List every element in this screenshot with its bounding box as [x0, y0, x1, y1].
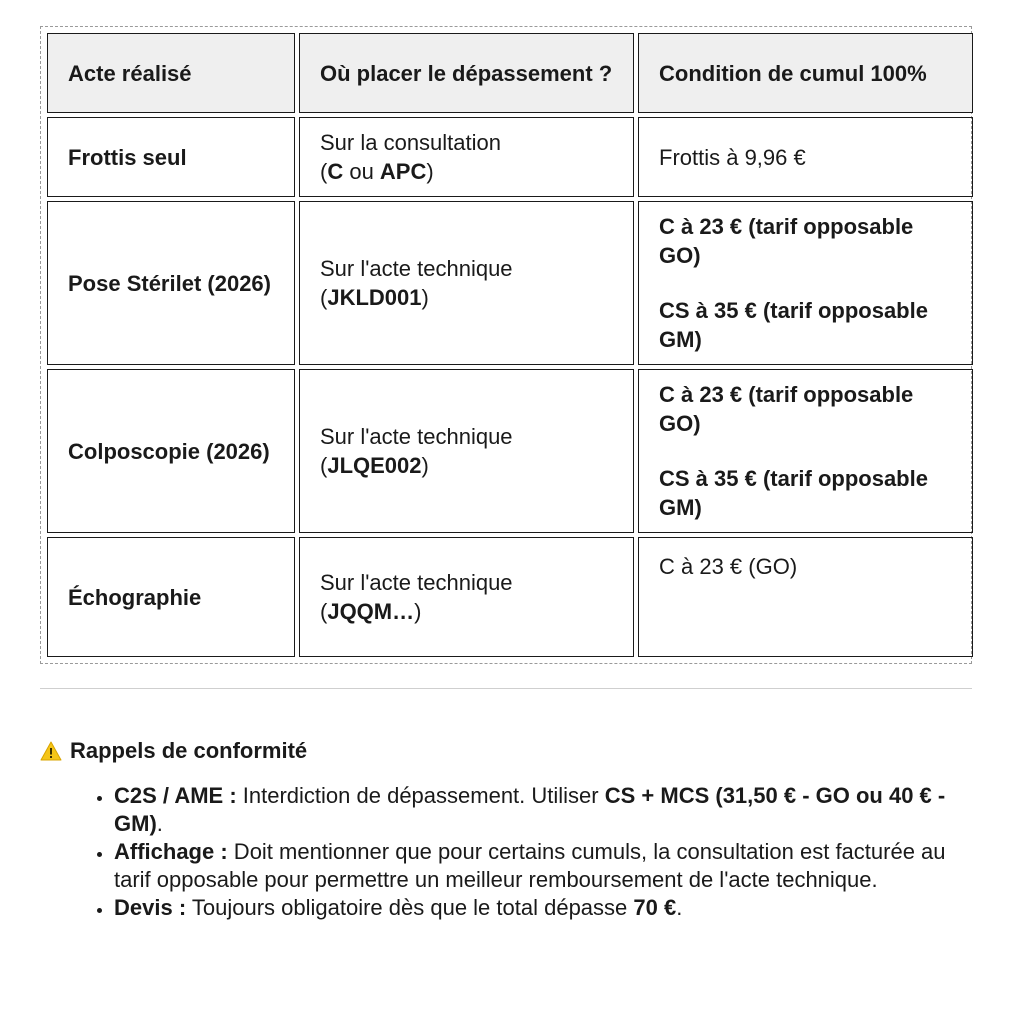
table-row — [47, 117, 973, 197]
ccam-code: JQQM… — [327, 599, 415, 624]
placement-text: Sur l'acte technique — [320, 570, 513, 595]
placement-text: Sur l'acte technique — [320, 256, 513, 281]
item-end: . — [676, 895, 683, 920]
cell-condition: C à 23 € (GO) — [638, 537, 973, 657]
item-end: . — [156, 811, 163, 836]
table-header-row — [47, 33, 973, 113]
cell-ou-placer: Sur la consultation (C ou APC) — [299, 117, 634, 197]
item-strong: CS + MCS (31,50 € - GO ou 40 € - GM) — [114, 783, 946, 836]
table-row — [47, 201, 973, 365]
condition-gm: CS à 35 € (tarif opposable GM) — [659, 466, 928, 520]
ccam-code: JLQE002 — [327, 453, 422, 478]
cell-condition — [638, 369, 973, 533]
header-acte: Acte réalisé — [47, 33, 295, 113]
condition-gm: CS à 35 € (tarif opposable GM) — [659, 298, 928, 352]
reminders-list — [40, 782, 972, 922]
cell-condition — [638, 201, 973, 365]
list-item — [114, 894, 972, 922]
list-item — [114, 838, 972, 894]
billing-table-frame — [40, 26, 972, 664]
cell-acte: Frottis seul — [47, 117, 295, 197]
item-text: Interdiction de dépassement. Utiliser — [236, 783, 605, 808]
item-strong: 70 € — [633, 895, 677, 920]
compliance-reminders — [40, 736, 972, 922]
cell-ou-placer: Sur l'acte technique (JLQE002) — [299, 369, 634, 533]
condition-go: C à 23 € (tarif opposable GO) — [659, 214, 914, 268]
placement-text: Sur l'acte technique — [320, 424, 513, 449]
item-label: C2S / AME : — [114, 783, 237, 808]
cell-condition: Frottis à 9,96 € — [638, 117, 973, 197]
list-item — [114, 782, 972, 838]
table-row — [47, 537, 973, 657]
warning-icon — [40, 741, 62, 761]
header-ou-placer: Où placer le dépassement ? — [299, 33, 634, 113]
header-condition: Condition de cumul 100% — [638, 33, 973, 113]
cell-ou-placer: Sur l'acte technique (JKLD001) — [299, 201, 634, 365]
item-text: Doit mentionner que pour certains cumuls, la consultation est facturée au tarif opposable pour permettre un meilleur remboursement de l'acte technique. — [114, 839, 946, 892]
reminders-heading — [40, 736, 972, 766]
or-text: ou — [343, 159, 380, 184]
table-row — [47, 369, 973, 533]
cell-ou-placer: Sur l'acte technique (JQQM…) — [299, 537, 634, 657]
ccam-code: JKLD001 — [327, 285, 422, 310]
condition-go: C à 23 € (tarif opposable GO) — [659, 382, 914, 436]
code-c: C — [327, 159, 344, 184]
cell-acte: Pose Stérilet (2026) — [47, 201, 295, 365]
item-label: Affichage : — [114, 839, 228, 864]
item-label: Devis : — [114, 895, 187, 920]
code-apc: APC — [379, 159, 427, 184]
reminders-title: Rappels de conformité — [70, 738, 308, 763]
placement-text: Sur la consultation — [320, 130, 501, 155]
cell-acte: Échographie — [47, 537, 295, 657]
billing-table — [43, 29, 977, 661]
item-text: Toujours obligatoire dès que le total dépasse — [186, 895, 634, 920]
section-divider — [40, 688, 972, 689]
cell-acte: Colposcopie (2026) — [47, 369, 295, 533]
